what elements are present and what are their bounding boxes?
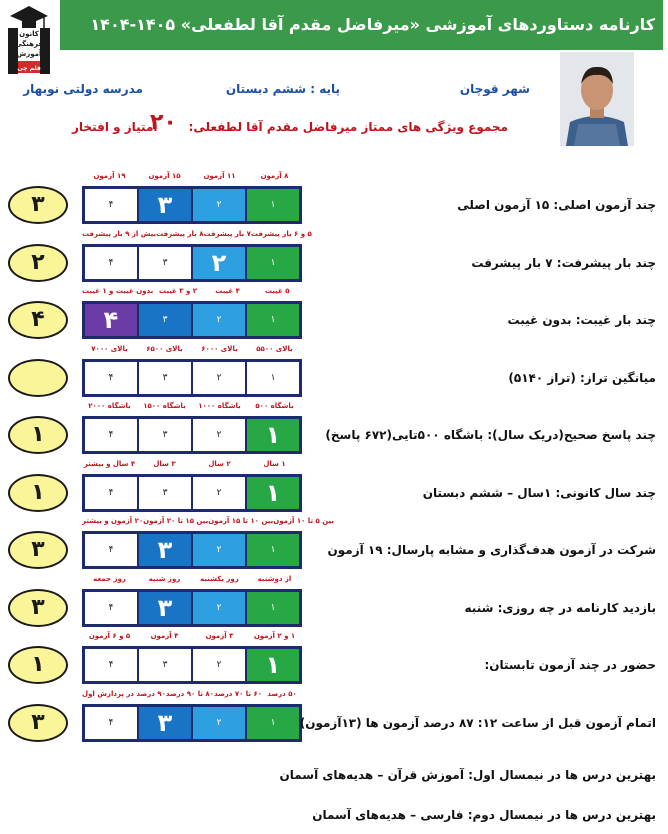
option-label: ۲ و ۳ غیبت <box>158 287 198 295</box>
option-label: روز شنبه <box>148 575 181 583</box>
score-circle: ۱ <box>8 646 68 684</box>
option-label: بیش از ۹ بار پیشرفت <box>82 230 157 238</box>
option-labels <box>82 517 335 529</box>
option-label: ۲۰ آزمون و بیشتر <box>82 517 144 525</box>
score-cell: ۳ <box>139 419 193 451</box>
svg-text:کانون: کانون <box>19 30 39 38</box>
score-cell: ۳ <box>139 649 193 681</box>
score-cell: ۱ <box>247 649 299 681</box>
school-label: مدرسه دولتی نوبهار <box>23 82 143 96</box>
kanoon-logo <box>4 2 54 78</box>
question-text: شرکت در آزمون هدف‌گذاری و مشابه پارسال: ۱۹ آزمون <box>327 543 656 557</box>
option-label: ۶۰ تا ۷۰ درصد <box>213 690 263 698</box>
score-cell: ۴ <box>85 592 139 624</box>
option-label: بین ۱۰ تا ۱۵ آزمون <box>208 517 274 525</box>
option-label: ۵ غیبت <box>264 287 290 295</box>
score-grid <box>82 704 302 742</box>
question-text: حضور در چند آزمون تابستان: <box>484 658 656 672</box>
option-label: باشگاه ۱۰۰۰ <box>198 402 241 410</box>
score-cell: ۴ <box>85 247 139 279</box>
score-cell: ۴ <box>85 534 139 566</box>
option-label: بالای ۵۵۰۰ <box>256 345 293 353</box>
question-text: اتمام آزمون قبل از ساعت ۱۲: ۸۷ درصد آزمون ها (۱۳آزمون) <box>299 716 656 730</box>
question-text: چند سال کانونی: ۱سال – ششم دبستان <box>422 486 656 500</box>
option-label: ۵ و ۶ آزمون <box>88 632 131 640</box>
score-cell: ۱ <box>247 189 299 221</box>
question-text: چند آزمون اصلی: ۱۵ آزمون اصلی <box>457 198 656 212</box>
option-label: ۱۱ آزمون <box>203 172 236 180</box>
score-cell: ۱ <box>247 419 299 451</box>
score-grid <box>82 359 302 397</box>
option-label: ۳ سال <box>153 460 176 468</box>
option-labels <box>82 575 302 587</box>
option-label: ۲ سال <box>208 460 231 468</box>
score-cell: ۳ <box>139 477 193 509</box>
student-photo <box>560 52 634 146</box>
question-text: بازدید کارنامه در چه روزی: شنبه <box>464 601 656 615</box>
question-text: چند بار غیبت: بدون غیبت <box>507 313 656 327</box>
score-cell: ۱ <box>247 534 299 566</box>
score-cell: ۴ <box>85 362 139 394</box>
score-circle: ۲ <box>8 244 68 282</box>
score-cell: ۱ <box>247 304 299 336</box>
option-label: روز جمعه <box>93 575 126 583</box>
option-labels <box>82 690 302 702</box>
svg-text:قلم چی: قلم چی <box>17 65 41 72</box>
score-cell: ۳ <box>139 247 193 279</box>
option-label: باشگاه ۲۰۰۰ <box>88 402 131 410</box>
score-cell: ۴ <box>85 707 139 739</box>
question-text: چند بار پیشرفت: ۷ بار پیشرفت <box>471 256 656 270</box>
score-circle: ۴ <box>8 301 68 339</box>
option-labels <box>82 632 302 644</box>
points-suffix: امتیاز و افتخار <box>72 120 158 134</box>
points-value: ۲۰ <box>150 110 177 135</box>
score-grid <box>82 531 302 569</box>
option-labels <box>82 345 302 357</box>
option-label: ۸ بار پیشرفت <box>156 230 204 238</box>
option-labels <box>82 402 302 414</box>
score-cell: ۳ <box>139 592 193 624</box>
score-cell: ۱ <box>247 592 299 624</box>
score-cell: ۲ <box>193 649 247 681</box>
score-cell: ۲ <box>193 247 247 279</box>
score-cell: ۲ <box>193 304 247 336</box>
option-label: ۳ آزمون <box>205 632 234 640</box>
option-label: ۴ آزمون <box>150 632 179 640</box>
option-label: ۵ و ۶ بار پیشرفت <box>250 230 312 238</box>
option-labels <box>82 287 302 299</box>
option-labels <box>82 460 302 472</box>
score-cell: ۲ <box>193 534 247 566</box>
score-cell: ۱ <box>247 247 299 279</box>
score-cell: ۴ <box>85 189 139 221</box>
best-subjects-term-2: بهترین درس ها در نیمسال دوم: فارسی – هدیه‌های آسمان <box>312 808 656 822</box>
points-label: مجموع ویژگی های ممتاز میرفاضل مقدم آقا لطفعلی: <box>188 120 508 134</box>
option-label: روز یکشنبه <box>200 575 239 583</box>
svg-text:فرهنگی: فرهنگی <box>15 40 43 48</box>
question-text: چند پاسخ صحیح(دریک سال): باشگاه ۵۰۰تایی(۶۷۲ پاسخ) <box>325 428 656 442</box>
score-circle <box>8 359 68 397</box>
score-circle: ۳ <box>8 589 68 627</box>
option-label: ۱ سال <box>263 460 286 468</box>
score-circle: ۱ <box>8 416 68 454</box>
page-title: کارنامه دستاوردهای آموزشی «میرفاضل مقدم آقا لطفعلی» ۱۴۰۵-۱۴۰۴ <box>90 15 655 34</box>
score-circle: ۳ <box>8 186 68 224</box>
option-label: ۴ غیبت <box>215 287 240 295</box>
option-label: ۷ بار پیشرفت <box>203 230 251 238</box>
score-cell: ۲ <box>193 707 247 739</box>
score-cell: ۴ <box>85 477 139 509</box>
option-label: ۴ سال و بیشتر <box>83 460 136 468</box>
score-cell: ۲ <box>193 592 247 624</box>
option-labels <box>82 172 302 184</box>
option-label: بالای ۶۰۰۰ <box>201 345 238 353</box>
score-cell: ۲ <box>193 419 247 451</box>
grade-label: پایه : ششم دبستان <box>225 82 340 96</box>
score-grid <box>82 186 302 224</box>
option-label: بین ۱۵ تا ۲۰ آزمون <box>143 517 209 525</box>
option-label: بین ۵ تا ۱۰ آزمون <box>273 517 335 525</box>
score-cell: ۱ <box>247 707 299 739</box>
option-label: ۱۹ آزمون <box>93 172 126 180</box>
question-text: میانگین تراز: (تراز ۵۱۴۰) <box>508 371 656 385</box>
score-grid <box>82 589 302 627</box>
score-cell: ۳ <box>139 362 193 394</box>
score-cell: ۴ <box>85 649 139 681</box>
city-label: شهر قوچان <box>459 82 530 96</box>
score-grid <box>82 301 302 339</box>
score-grid <box>82 416 302 454</box>
score-cell: ۳ <box>139 534 193 566</box>
score-cell: ۱ <box>247 362 299 394</box>
option-label: ۵۰ درصد <box>267 690 297 698</box>
score-cell: ۲ <box>193 477 247 509</box>
score-circle: ۳ <box>8 704 68 742</box>
score-cell: ۴ <box>85 304 139 336</box>
score-grid <box>82 474 302 512</box>
best-subjects-term-1: بهترین درس ها در نیمسال اول: آموزش قرآن – هدیه‌های آسمان <box>279 768 656 782</box>
option-label: بدون غیبت و ۱ غیبت <box>82 287 154 295</box>
option-label: بالای ۶۵۰۰ <box>146 345 183 353</box>
score-cell: ۱ <box>247 477 299 509</box>
option-label: از دوشنبه <box>257 575 292 583</box>
score-cell: ۴ <box>85 419 139 451</box>
score-cell: ۳ <box>139 189 193 221</box>
score-circle: ۳ <box>8 531 68 569</box>
option-label: باشگاه ۵۰۰ <box>255 402 294 410</box>
score-circle: ۱ <box>8 474 68 512</box>
score-cell: ۲ <box>193 362 247 394</box>
option-label: بالای ۷۰۰۰ <box>91 345 128 353</box>
score-cell: ۳ <box>139 707 193 739</box>
score-grid <box>82 646 302 684</box>
option-label: ۱۵ آزمون <box>148 172 181 180</box>
option-label: ۹۰ درصد در پردازش اول <box>82 690 166 698</box>
option-label: باشگاه ۱۵۰۰ <box>143 402 186 410</box>
option-label: ۸ آزمون <box>260 172 289 180</box>
score-cell: ۳ <box>139 304 193 336</box>
score-grid <box>82 244 302 282</box>
svg-text:آموزش: آموزش <box>16 50 42 58</box>
option-labels <box>82 230 312 242</box>
score-cell: ۲ <box>193 189 247 221</box>
option-label: ۸۰ تا ۹۰ درصد <box>165 690 214 698</box>
option-label: ۱ و ۲ آزمون <box>253 632 296 640</box>
